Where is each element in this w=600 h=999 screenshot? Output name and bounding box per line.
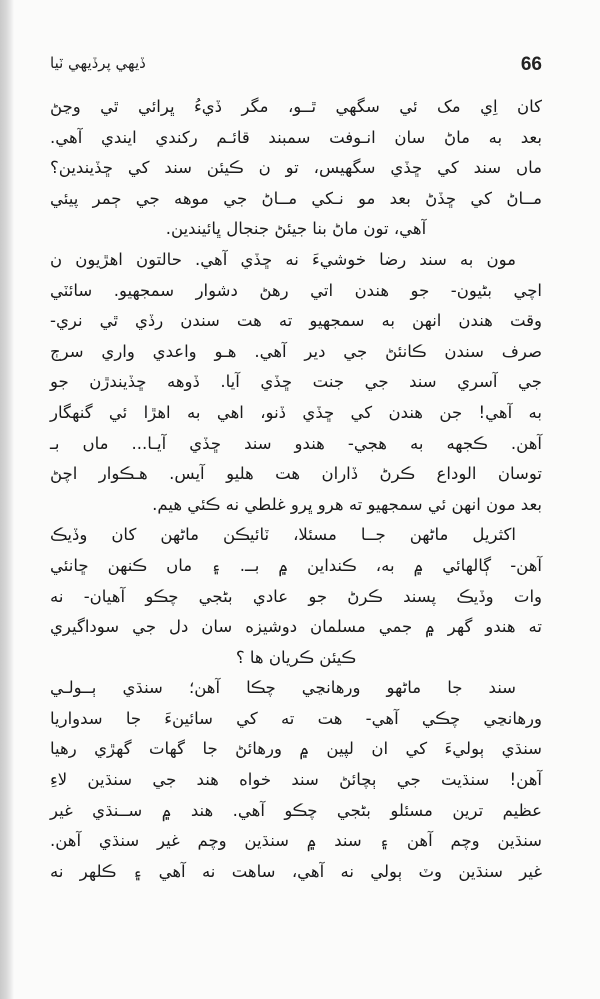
- text-line: اکثريل ماڻهن جــا مسئلا، ٽائيڪن ماڻهن کان وڏيڪ: [50, 525, 516, 545]
- text-line: صرف سندن ڪانئڻ جي دير آهي. هـو واعدي واري سرڄ: [50, 341, 542, 361]
- paragraph: [50, 673, 542, 887]
- book-page: [50, 52, 542, 887]
- text-line: آهي، تون ماڻ بنا جيئڻ جنجال ڀائيندين.: [165, 219, 427, 239]
- text-line: سنڌي ٻوليءَ کي ان لپين ۾ ورهائڻ جا گهات گهڙي رهيا: [50, 739, 542, 759]
- text-line: غير سنڌين وٽ ٻولي نه آهي، ساهت نه آهي ۽ ڪلهر نه: [50, 861, 542, 881]
- text-line: ته هندو گهر ۾ جمي مسلمان دوشيزه سان دل جي سوداگيري: [50, 617, 542, 637]
- text-line: سند جا ماڻهو ورهانڃي چڪا آهن؛ سنڌي ٻــولـي: [50, 678, 516, 698]
- book-gutter-shadow: [0, 0, 14, 999]
- paragraph: [50, 245, 542, 520]
- text-line: ورهانڃي چڪي آهي- هت ته کي سائينءَ جا سدواريا: [50, 708, 542, 728]
- text-line: سنڌين وچم آهن ۽ سند ۾ سنڌين وچم غير سنڌي آهن.: [50, 831, 542, 851]
- text-line: عظيم ترين مسئلو بڻجي چڪو آهي. هند ۾ ســنڌي غير: [50, 800, 542, 820]
- text-line: جي آسري سند جي جنت ڇڏي آيا. ڏوهه ڇڏيندڙن جو: [50, 372, 542, 392]
- text-line: ڪيئن ڪريان ها ؟: [235, 647, 357, 667]
- text-line: اچي بڻيون- جو هندن اتي رهڻ دشوار سمجهيو. سائٽي: [50, 280, 542, 300]
- text-line: مــاڻ کي ڇڏڻ بعد مو نـکي مــاڻ جي موهه جي ڄمر پيئي: [50, 188, 542, 208]
- text-line: بعد مون انهن ئي سمجهيو ته هرو ڀرو غلطي نه ڪئي هيم.: [152, 494, 542, 514]
- paragraph: [50, 92, 542, 245]
- running-title: ڏيهي پرڏيهي ٽيا: [50, 54, 146, 72]
- text-line: مون به سند رضا خوشيءَ نه ڇڏي آهي. حالتون اهڙيون ن: [50, 249, 516, 269]
- text-line: به آهي! جن هندن کي ڇڏي ڏنو، اهي به اهڙا ئي گنهگار: [50, 402, 542, 422]
- text-line: کان اِي مک ئي سگهي ٿــو، مگر ڏيءُ ڀرائي ٿي وڃڻ: [50, 97, 542, 116]
- paragraph: [50, 520, 542, 673]
- text-line: آهن. ڪجهه به هجي- هندو سند ڇڏي آيـا... ماں بـ: [50, 433, 542, 453]
- text-line: بعد به ماڻ سان انـوفت سمبند قائـم رکندي ايندي آهي.: [50, 127, 542, 147]
- page-number: 66: [520, 54, 542, 75]
- text-line: توسان الوداع ڪرڻ ڏاران هت هليو آيس. هـڪوار اچڻ: [50, 464, 542, 484]
- body-text: [50, 92, 542, 887]
- text-line: وات وڏيڪ پسند ڪرڻ جو عادي بڻجي چڪو آهيان- نه: [50, 586, 542, 606]
- text-line: آهن! سنڌيت جي ٻچائڻ سند خواه هند جي سنڌين لاءِ: [50, 770, 542, 790]
- page-header: [50, 52, 542, 88]
- text-line: ماں سند کي ڇڏي سگهيس، تو ن ڪيئن سند کي ڇڏيندين؟: [50, 158, 542, 178]
- text-line: وقت هندن انهن به سمجهيو ته هت سندن رڏي ٿي نري-: [50, 311, 542, 331]
- text-line: آهن- ڳالهائي ۾ به، ڪنداين ۾ بــ. ۽ ماں ڪنهن ڇانئي: [50, 555, 542, 575]
